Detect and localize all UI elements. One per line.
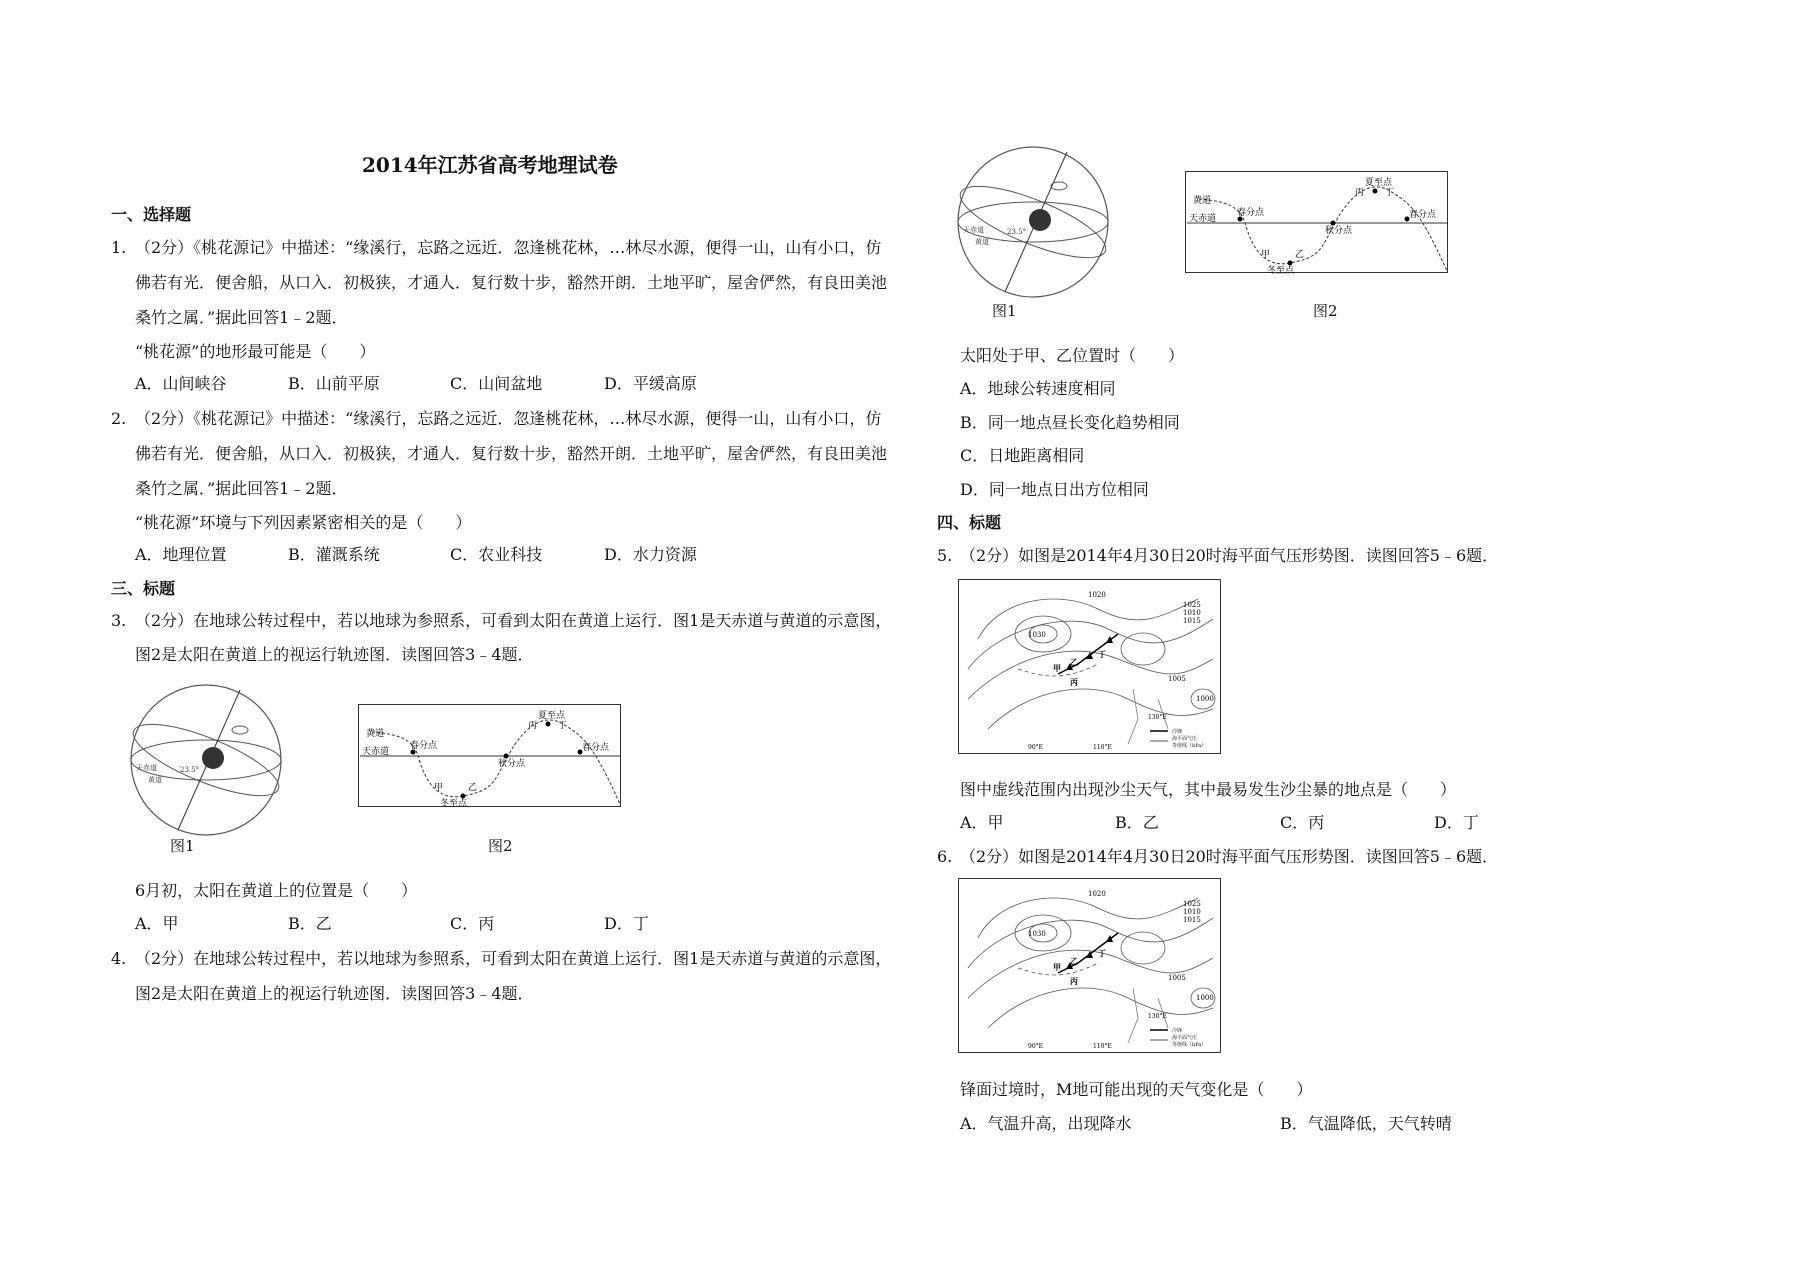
svg-text:海平面气压: 海平面气压 [1172,1035,1198,1041]
q6-stem: 锋面过境时，M地可能出现的天气变化是（ ） [960,1080,1313,1099]
svg-text:1000: 1000 [1196,994,1214,1002]
svg-text:春分点: 春分点 [410,741,438,751]
q5-option-c[interactable]: C．丙 [1280,813,1325,832]
q1-line3: 桑竹之属．”据此回答1﹣2题． [135,308,348,327]
q2-line3: 桑竹之属．”据此回答1﹣2题． [135,479,348,498]
figure2-caption-left: 图2 [488,837,513,855]
svg-text:夏至点: 夏至点 [538,711,566,721]
svg-text:冬至点: 冬至点 [1267,266,1295,274]
svg-text:春分点: 春分点 [1409,210,1437,220]
svg-text:23.5°: 23.5° [1007,228,1027,236]
svg-text:1030: 1030 [1028,631,1046,639]
svg-text:冷锋: 冷锋 [1172,729,1183,735]
svg-text:冬至点: 冬至点 [440,799,468,808]
svg-text:1020: 1020 [1088,890,1106,898]
svg-text:等值线（hPa）: 等值线（hPa） [1172,1042,1207,1048]
q3-line2: 图2是太阳在黄道上的视运行轨迹图．读图回答3﹣4题． [135,645,534,664]
celestial-sphere-figure-right [955,142,1125,302]
section-heading-4: 四、标题 [937,513,1002,532]
svg-text:甲: 甲 [1053,962,1061,972]
q1-line1: （2分）《桃花源记》中描述：“缘溪行，忘路之远近．忽逢桃花林，…林尽水源，便得一山，山有小口，仿 [135,238,882,257]
q3-line1: （2分）在地球公转过程中，若以地球为参照系，可看到太阳在黄道上运行．图1是天赤道与黄道的示意图， [135,611,892,630]
svg-text:春分点: 春分点 [1237,208,1265,218]
svg-text:黄道: 黄道 [975,238,989,246]
q5-option-a[interactable]: A．甲 [960,813,1004,832]
svg-text:90°E: 90°E [1028,744,1044,751]
q6-option-b[interactable]: B．气温降低，天气转晴 [1280,1114,1452,1133]
svg-text:乙: 乙 [468,783,478,793]
svg-text:春分点: 春分点 [582,743,610,753]
q6-number: 6. [937,847,953,866]
svg-text:1030: 1030 [1028,930,1046,938]
svg-text:天赤道: 天赤道 [963,226,984,234]
q5-line1: （2分）如图是2014年4月30日20时海平面气压形势图．读图回答5﹣6题． [960,546,1499,565]
svg-text:黄道: 黄道 [366,729,385,739]
q4-option-a[interactable]: A．地球公转速度相同 [960,379,1116,398]
q4-line2: 图2是太阳在黄道上的视运行轨迹图．读图回答3﹣4题． [135,984,534,1003]
svg-text:丙: 丙 [1355,188,1365,198]
q4-option-c[interactable]: C．日地距离相同 [960,446,1085,465]
svg-text:1025: 1025 [1183,601,1201,609]
svg-text:110°E: 110°E [1093,1043,1112,1050]
svg-text:等值线（hPa）: 等值线（hPa） [1172,743,1207,749]
svg-text:1010: 1010 [1183,908,1201,916]
q4-option-d[interactable]: D．同一地点日出方位相同 [960,480,1149,499]
svg-text:丙: 丙 [1070,677,1078,687]
svg-text:1015: 1015 [1183,617,1201,625]
svg-text:丙: 丙 [1070,976,1078,986]
svg-text:23.5°: 23.5° [180,766,200,774]
q1-option-b[interactable]: B．山前平原 [288,374,380,393]
svg-text:乙: 乙 [1070,657,1078,667]
svg-text:90°E: 90°E [1028,1043,1044,1050]
page-title: 2014年江苏省高考地理试卷 [362,153,618,177]
q2-line1: （2分）《桃花源记》中描述：“缘溪行，忘路之远近．忽逢桃花林，…林尽水源，便得一山，山有小口，仿 [135,409,882,428]
pressure-map-figure-q5 [958,579,1222,755]
svg-text:丁: 丁 [1098,948,1106,958]
section-heading-3: 三、标题 [111,579,176,598]
ecliptic-path-figure-left [358,704,622,808]
q5-option-b[interactable]: B．乙 [1115,813,1159,832]
svg-text:甲: 甲 [1053,663,1061,673]
q4-option-b[interactable]: B．同一地点昼长变化趋势相同 [960,413,1180,432]
svg-text:1025: 1025 [1183,900,1201,908]
svg-text:甲: 甲 [434,783,444,793]
q4-number: 4. [111,949,127,968]
q3-option-c[interactable]: C．丙 [450,914,495,933]
q4-stem: 太阳处于甲、乙位置时（ ） [960,346,1185,365]
q2-option-b[interactable]: B．灌溉系统 [288,545,380,564]
svg-text:1000: 1000 [1196,695,1214,703]
q2-number: 2. [111,409,127,428]
svg-text:秋分点: 秋分点 [498,759,526,769]
q2-line2: 佛若有光．便舍船，从口入．初极狭，才通人．复行数十步，豁然开朗．土地平旷，屋舍俨然，有良田美池 [135,444,888,463]
q2-option-a[interactable]: A．地理位置 [135,545,227,564]
q4-line1: （2分）在地球公转过程中，若以地球为参照系，可看到太阳在黄道上运行．图1是天赤道与黄道的示意图， [135,949,892,968]
svg-text:1010: 1010 [1183,609,1201,617]
q3-stem: 6月初，太阳在黄道上的位置是（ ） [135,881,418,900]
figure1-caption-right: 图1 [992,302,1017,320]
q1-line2: 佛若有光．便舍船，从口入．初极狭，才通人．复行数十步，豁然开朗．土地平旷，屋舍俨然，有良田美池 [135,273,888,292]
svg-text:1005: 1005 [1168,675,1186,683]
q1-option-c[interactable]: C．山间盆地 [450,374,543,393]
figure2-caption-right: 图2 [1313,302,1338,320]
svg-text:黄道: 黄道 [148,776,162,784]
svg-text:乙: 乙 [1070,956,1078,966]
q6-line1: （2分）如图是2014年4月30日20时海平面气压形势图．读图回答5﹣6题． [960,847,1499,866]
section-heading-choice: 一、选择题 [111,205,192,224]
q1-stem: “桃花源”的地形最可能是（ ） [135,342,376,361]
q2-stem: “桃花源”环境与下列因素紧密相关的是（ ） [135,513,472,532]
svg-text:110°E: 110°E [1093,744,1112,751]
svg-text:乙: 乙 [1295,250,1305,260]
figure1-caption-left: 图1 [170,837,195,855]
q2-option-d[interactable]: D．水力资源 [604,545,697,564]
svg-text:冷锋: 冷锋 [1172,1028,1183,1034]
svg-text:天赤道: 天赤道 [1189,214,1217,224]
q6-option-a[interactable]: A．气温升高，出现降水 [960,1114,1132,1133]
svg-text:1015: 1015 [1183,916,1201,924]
svg-text:丁: 丁 [1098,649,1106,659]
svg-text:海平面气压: 海平面气压 [1172,736,1198,742]
svg-text:夏至点: 夏至点 [1365,178,1393,188]
svg-text:天赤道: 天赤道 [136,764,157,772]
svg-text:丁: 丁 [558,721,568,731]
svg-text:丙: 丙 [528,721,538,731]
svg-text:1020: 1020 [1088,591,1106,599]
q3-option-a[interactable]: A．甲 [135,914,179,933]
q3-number: 3. [111,611,127,630]
svg-text:丁: 丁 [1385,188,1395,198]
celestial-sphere-figure-left [128,680,298,840]
q1-number: 1. [111,238,127,257]
ecliptic-path-figure-right [1185,171,1449,274]
q3-option-b[interactable]: B．乙 [288,914,332,933]
q3-option-d[interactable]: D．丁 [604,914,649,933]
q5-number: 5. [937,546,953,565]
q5-stem: 图中虚线范围内出现沙尘天气，其中最易发生沙尘暴的地点是（ ） [960,780,1457,799]
q5-option-d[interactable]: D．丁 [1434,813,1479,832]
svg-text:130°E: 130°E [1148,1013,1167,1020]
q2-option-c[interactable]: C．农业科技 [450,545,543,564]
svg-text:黄道: 黄道 [1193,196,1212,206]
q1-option-a[interactable]: A．山间峡谷 [135,374,227,393]
svg-text:甲: 甲 [1261,250,1271,260]
svg-text:1005: 1005 [1168,974,1186,982]
svg-text:天赤道: 天赤道 [362,747,390,757]
pressure-map-figure-q6 [958,878,1222,1054]
svg-text:130°E: 130°E [1148,714,1167,721]
q1-option-d[interactable]: D．平缓高原 [604,374,697,393]
svg-text:秋分点: 秋分点 [1325,226,1353,236]
